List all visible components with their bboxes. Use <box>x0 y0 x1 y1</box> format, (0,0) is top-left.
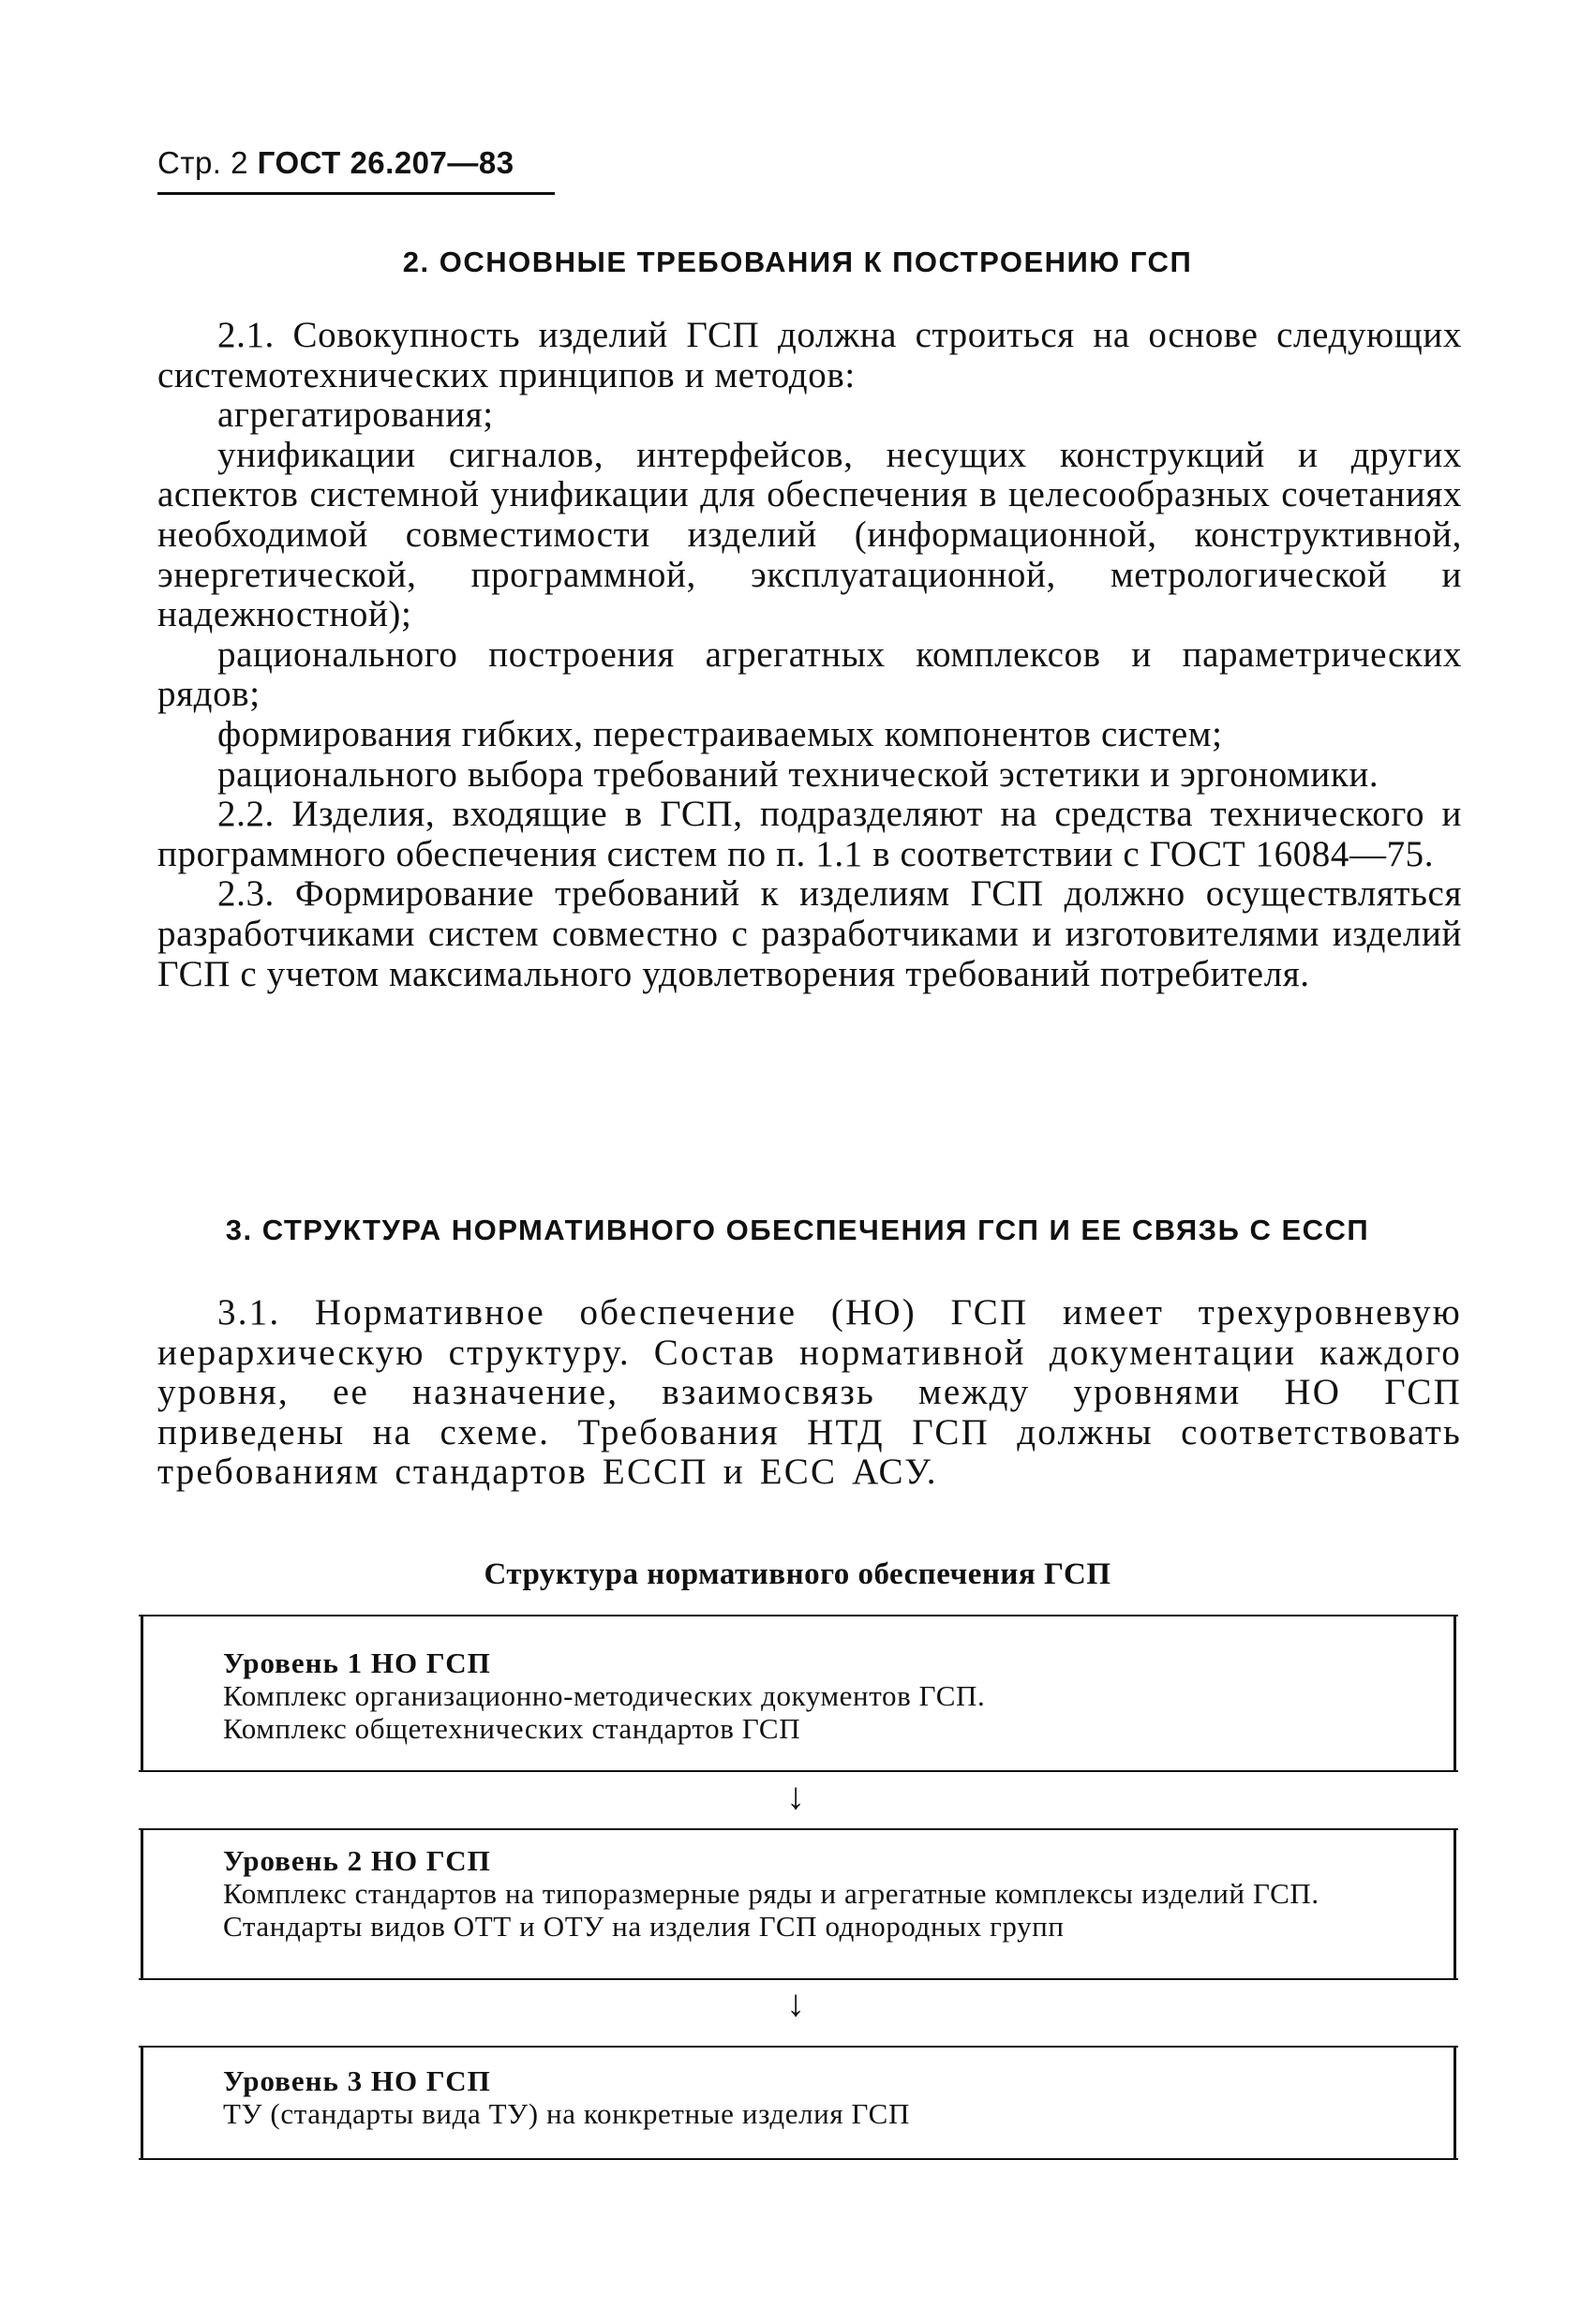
paragraph-3-1: 3.1. Нормативное обеспечение (НО) ГСП имеет трехуровневую иерархическую структуру. Состав нормативной документации каждого уровня, ее назначение, взаимосвязь между уровнями НО ГСП приведены на схеме. Требования НТД ГСП должны соответствовать требованиям стандартов ЕССП и ЕСС АСУ. <box>157 1292 1462 1493</box>
box-2-right-rule <box>1453 1828 1456 1980</box>
standard-number: ГОСТ 26.207—83 <box>257 145 514 180</box>
list-item: рационального выбора требований технической эстетики и эргономики. <box>217 753 1379 795</box>
list-item: агрегатирования; <box>217 395 494 436</box>
level-3-box <box>223 2064 1441 2130</box>
level-2-line: Стандарты видов ОТТ и ОТУ на изделия ГСП однородных групп <box>223 1910 1065 1943</box>
box-3-top-rule <box>139 2046 1458 2048</box>
box-2-left-rule <box>141 1828 143 1980</box>
down-arrow-icon: ↓ <box>786 1775 805 1817</box>
list-item: унификации сигналов, интерфейсов, несущих конструкций и других аспектов системной унификации для обеспечения в целесообразных сочетаниях необходимой совместимости изделий (информационной, конструктивной, энергетической, программной, эксплуатационной, метрологической и надежностной); <box>157 434 1462 635</box>
paragraph-2-1: 2.1. Совокупность изделий ГСП должна строиться на основе следующих системотехнических принципов и методов: <box>157 315 1462 395</box>
level-2-box <box>223 1844 1441 1943</box>
section-2-title: 2. ОСНОВНЫЕ ТРЕБОВАНИЯ К ПОСТРОЕНИЮ ГСП <box>402 246 1193 278</box>
header-rule <box>157 192 555 195</box>
box-1-right-rule <box>1453 1615 1456 1772</box>
box-1-bottom-rule <box>139 1770 1458 1772</box>
level-2-line: Комплекс стандартов на типоразмерные ряды и агрегатные комплексы изделий ГСП. <box>223 1877 1319 1910</box>
level-3-title: Уровень 3 НО ГСП <box>223 2064 491 2097</box>
box-1-top-rule <box>139 1615 1458 1616</box>
box-1-left-rule <box>141 1615 143 1772</box>
box-3-bottom-rule <box>139 2158 1458 2160</box>
level-1-box <box>223 1646 1441 1745</box>
list-item: формирования гибких, перестраиваемых компонентов систем; <box>217 713 1223 754</box>
box-3-left-rule <box>141 2046 143 2160</box>
section-3-body <box>157 1293 1462 1493</box>
list-item: рационального построения агрегатных комплексов и параметрических рядов; <box>157 633 1462 715</box>
section-3-title: 3. СТРУКТУРА НОРМАТИВНОГО ОБЕСПЕЧЕНИЯ ГСП И ЕЕ СВЯЗЬ С ЕССП <box>225 1214 1370 1246</box>
level-1-title: Уровень 1 НО ГСП <box>223 1646 491 1679</box>
level-1-line: Комплекс организационно-методических документов ГСП. <box>223 1679 986 1712</box>
paragraph-2-2: 2.2. Изделия, входящие в ГСП, подразделяют на средства технического и программного обеспечения систем по п. 1.1 в соответствии с ГОСТ 16084—75. <box>157 794 1462 874</box>
box-2-top-rule <box>139 1828 1458 1830</box>
level-1-line: Комплекс общетехнических стандартов ГСП <box>223 1712 801 1745</box>
box-3-right-rule <box>1453 2046 1456 2160</box>
paragraph-2-3: 2.3. Формирование требований к изделиям ГСП должно осуществляться разработчиками систем совместно с разработчиками и изготовителями изделий ГСП с учетом максимального удовлетворения требований потребителя. <box>157 873 1462 994</box>
page-header <box>157 145 514 181</box>
level-3-line: ТУ (стандарты вида ТУ) на конкретные изделия ГСП <box>223 2097 910 2130</box>
level-2-title: Уровень 2 НО ГСП <box>223 1844 491 1877</box>
page-number: Стр. 2 <box>157 145 248 180</box>
section-2-body <box>157 316 1462 994</box>
scheme-title: Структура нормативного обеспечения ГСП <box>484 1557 1111 1591</box>
down-arrow-icon: ↓ <box>786 1982 805 2024</box>
box-2-bottom-rule <box>139 1978 1458 1980</box>
